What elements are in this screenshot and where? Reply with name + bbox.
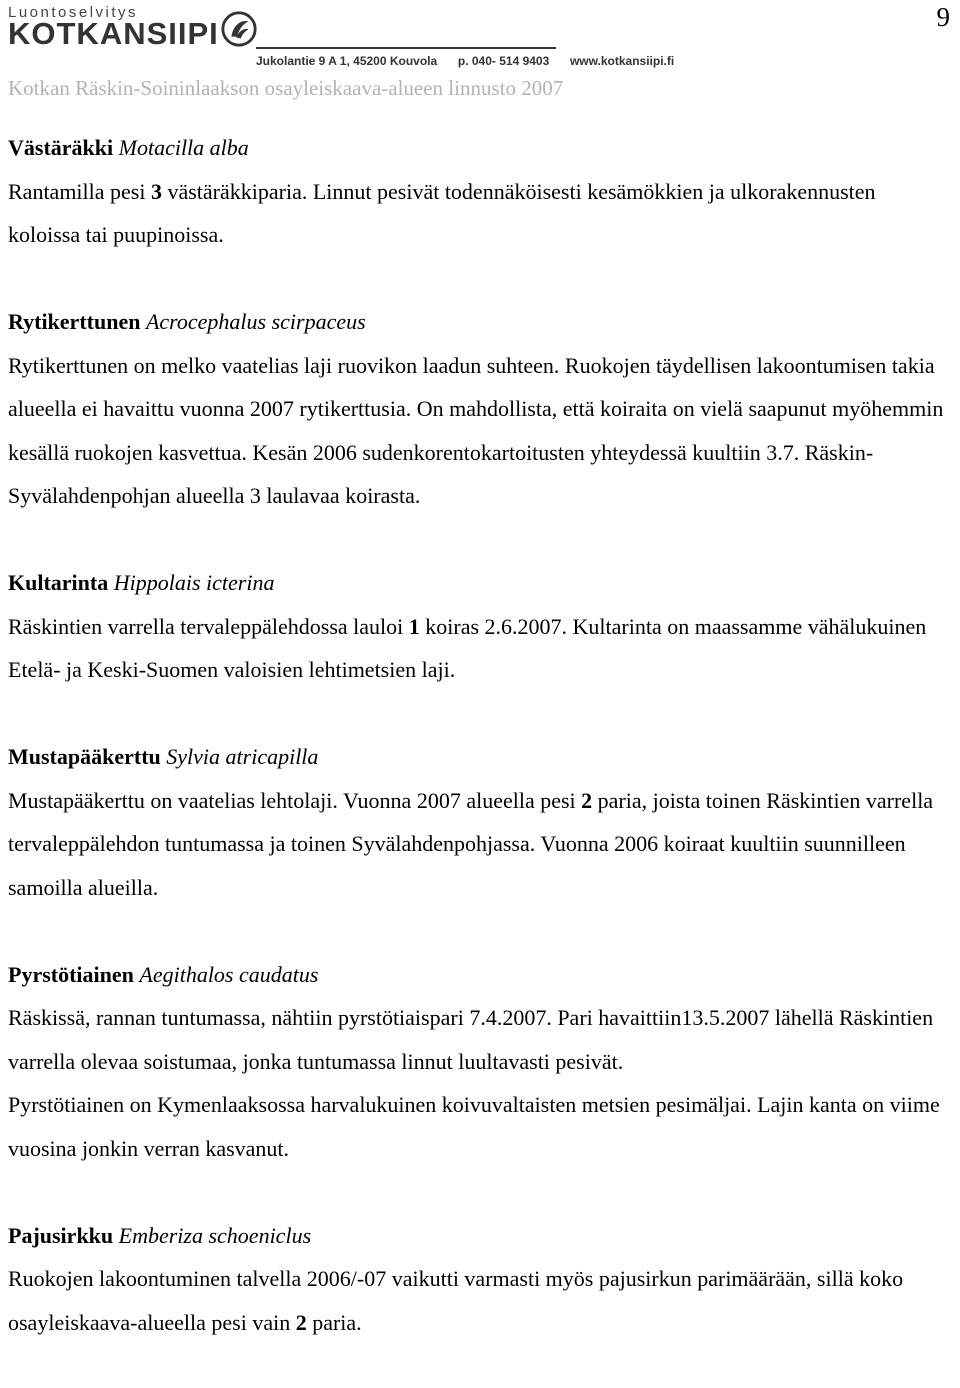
- pair-count: 2: [295, 1309, 307, 1335]
- paragraph-text: Ruokojen lakoontuminen talvella 2006/-07 vaikutti varmasti myös pajusirkun parimäärään, sillä koko osayleiskaava-alueella pesi vain: [8, 1266, 904, 1335]
- species-section: [8, 126, 953, 257]
- species-section: [8, 953, 953, 1171]
- species-latin-name: Sylvia atricapilla: [166, 744, 319, 769]
- document-body: [8, 126, 953, 1388]
- paragraph-text: Rytikerttunen on melko vaatelias laji ruovikon laadun suhteen. Ruokojen täydellisen lakoontumisen takia alueella ei havaittu vuonna 2007 rytikerttusia. On mahdollista, että koiraita on vielä saapunut myöhemmin kesällä ruokojen kasvettua. Kesän 2006 sudenkorentokartoitusten yhteydessä kuultiin 3.7. Räskin-Syvälahdenpohjan alueella 3 laulavaa koirasta.: [8, 352, 944, 508]
- species-common-name: Västäräkki: [8, 135, 114, 160]
- species-section: [8, 1214, 953, 1345]
- logo-address: Jukolantie 9 A 1, 45200 Kouvola: [256, 54, 438, 68]
- paragraph-text: västäräkkiparia. Linnut pesivät todennäköisesti kesämökkien ja ulkorakennusten koloissa tai puupinoissa.: [8, 178, 876, 247]
- species-description: [8, 779, 953, 910]
- running-header: Kotkan Räskin-Soininlaakson osayleiskaava-alueen linnusto 2007: [8, 76, 564, 100]
- logo-tagline: Luontoselvitys: [8, 4, 139, 21]
- species-latin-name: Emberiza schoeniclus: [118, 1222, 312, 1248]
- paragraph-text: paria, joista toinen Räskintien varrella tervaleppälehdon tuntumassa ja toinen Syvälahdenpohjassa. Vuonna 2006 koiraat kuultiin suunnilleen samoilla alueilla.: [8, 787, 934, 900]
- species-description: [8, 1257, 953, 1344]
- species-description: [8, 170, 953, 257]
- species-common-name: Pyrstötiainen: [8, 961, 134, 987]
- species-section: [8, 735, 953, 909]
- logo-contact-info: [256, 54, 674, 68]
- wing-emblem-icon: [220, 10, 258, 48]
- species-title: [8, 953, 953, 997]
- species-common-name: Rytikerttunen: [8, 309, 141, 334]
- logo-divider: [256, 47, 556, 49]
- logo-web: www.kotkansiipi.fi: [569, 54, 675, 68]
- species-common-name: Kultarinta: [8, 570, 109, 595]
- species-title: [8, 561, 953, 605]
- logo-wordmark: KOTKANSIIPI: [8, 16, 219, 51]
- species-description: [8, 1083, 953, 1170]
- paragraph-text: Pyrstötiainen on Kymenlaaksossa harvalukuinen koivuvaltaisten metsien pesimäljai. Lajin kanta on viime vuosina jonkin verran kasvanut.: [8, 1092, 940, 1161]
- pair-count: 3: [150, 178, 162, 204]
- pair-count: 2: [581, 787, 593, 813]
- species-latin-name: Hippolais icterina: [113, 570, 275, 595]
- paragraph-text: Räskissä, rannan tuntumassa, nähtiin pyrstötiaispari 7.4.2007. Pari havaittiin13.5.2007 lähellä Räskintien varrella olevaa soistumaa, jonka tuntumassa linnut luultavasti pesivät.: [8, 1005, 934, 1074]
- species-title: [8, 1214, 953, 1258]
- species-description: [8, 344, 953, 518]
- page-number: 9: [936, 2, 950, 32]
- species-section: [8, 561, 953, 692]
- paragraph-text: Mustapääkerttu on vaatelias lehtolaji. Vuonna 2007 alueella pesi: [8, 787, 582, 813]
- paragraph-text: koiras 2.6.2007. Kultarinta on maassamme vähälukuinen Etelä- ja Keski-Suomen valoisien lehtimetsien laji.: [8, 613, 927, 682]
- species-latin-name: Acrocephalus scirpaceus: [145, 309, 366, 334]
- species-section: [8, 300, 953, 518]
- company-logo: [8, 4, 675, 72]
- paragraph-text: Räskintien varrella tervaleppälehdossa lauloi: [8, 613, 409, 639]
- logo-phone: p. 040- 514 9403: [457, 54, 550, 68]
- species-latin-name: Aegithalos caudatus: [139, 961, 319, 987]
- species-common-name: Mustapääkerttu: [8, 744, 161, 769]
- species-common-name: Pajusirkku: [8, 1222, 114, 1248]
- species-description: [8, 605, 953, 692]
- species-description: [8, 996, 953, 1083]
- species-title: [8, 300, 953, 344]
- species-latin-name: Motacilla alba: [118, 135, 249, 160]
- pair-count: 1: [408, 613, 420, 639]
- species-title: [8, 126, 953, 170]
- paragraph-text: Rantamilla pesi: [8, 178, 151, 204]
- species-title: [8, 735, 953, 779]
- paragraph-text: paria.: [306, 1309, 362, 1335]
